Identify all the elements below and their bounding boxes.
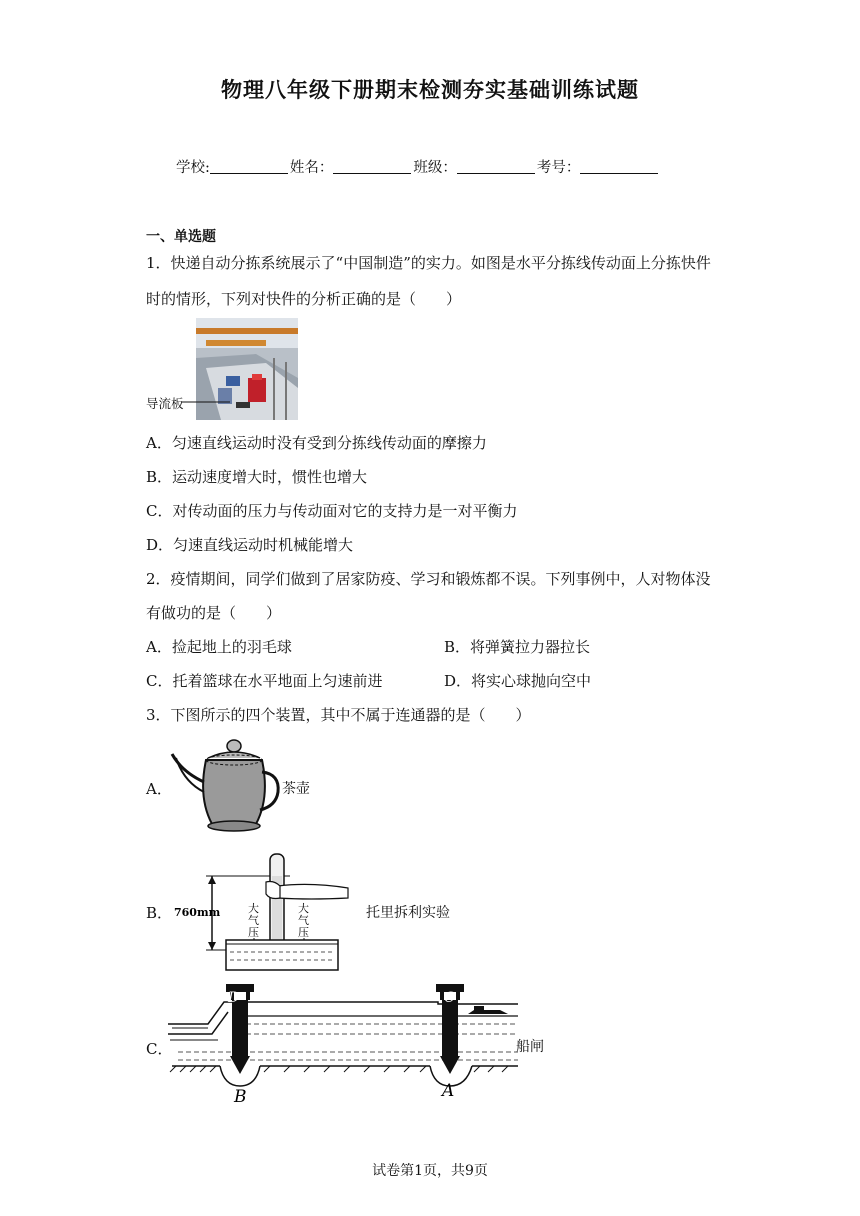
q1-line-2: 时的情形，下列对快件的分析正确的是（ ） <box>146 290 462 308</box>
q2-line-1: 2．疫情期间，同学们做到了居家防疫、学习和锻炼都不误。下列事例中，人对物体没 <box>146 570 711 588</box>
exam-number-blank[interactable] <box>580 159 658 174</box>
guide-plate-label: 导流板 <box>146 396 184 411</box>
pressure-label-right-2: 气 <box>298 914 309 927</box>
name-blank[interactable] <box>333 159 411 174</box>
torricelli-caption: 托里拆利实验 <box>366 905 450 921</box>
teapot-figure <box>168 738 286 834</box>
pressure-label-right-3: 压 <box>298 926 309 939</box>
school-label: 学校: <box>176 160 210 176</box>
q2-option-c[interactable]: C．托着篮球在水平地面上匀速前进 <box>146 672 383 690</box>
q2-line-2: 有做功的是（ ） <box>146 604 282 622</box>
class-blank[interactable] <box>457 159 535 174</box>
q3-option-b[interactable]: B． <box>146 904 173 922</box>
gate-d-label: D <box>228 990 240 1006</box>
exam-number-label: 考号： <box>536 160 581 176</box>
torricelli-figure <box>170 852 354 976</box>
section-heading: 一、单选题 <box>146 229 216 245</box>
mercury-height-label: 760mm <box>174 906 221 919</box>
guide-plate-pointer <box>182 400 232 404</box>
q3-option-c[interactable]: C． <box>146 1040 173 1058</box>
q1-option-c[interactable]: C．对传动面的压力与传动面对它的支持力是一对平衡力 <box>146 502 518 520</box>
pressure-label-left-2: 气 <box>248 914 259 927</box>
q1-option-d[interactable]: D．匀速直线运动时机械能增大 <box>146 536 354 554</box>
sorting-line-photo <box>196 318 298 420</box>
q3-option-a[interactable]: A． <box>146 780 172 798</box>
name-label: 姓名： <box>289 160 334 176</box>
page-footer: 试卷第1页，共9页 <box>372 1163 488 1179</box>
page-title: 物理八年级下册期末检测夯实基础训练试题 <box>221 77 639 102</box>
teapot-caption: 茶壶 <box>282 781 310 797</box>
q2-option-b[interactable]: B．将弹簧拉力器拉长 <box>444 638 591 656</box>
pressure-label-right-1: 大 <box>298 902 309 915</box>
q1-option-a[interactable]: A．匀速直线运动时没有受到分拣线传动面的摩擦力 <box>146 434 487 452</box>
valve-b-label: B <box>234 1087 247 1104</box>
class-label: 班级： <box>413 160 457 176</box>
q1-line-1: 1．快递自动分拣系统展示了“中国制造”的实力。如图是水平分拣线传动面上分拣快件 <box>146 254 711 272</box>
q2-option-a[interactable]: A．捡起地上的羽毛球 <box>146 638 292 656</box>
ship-lock-caption: 船闸 <box>516 1039 544 1055</box>
ship-lock-figure <box>168 982 520 1104</box>
valve-a-label: A <box>442 1081 455 1101</box>
school-blank[interactable] <box>210 159 288 174</box>
pressure-label-left-3: 压 <box>248 926 259 939</box>
student-info-line <box>176 156 660 177</box>
q2-option-d[interactable]: D．将实心球抛向空中 <box>444 672 592 690</box>
gate-c-label: C <box>444 990 455 1006</box>
q3-line-1: 3．下图所示的四个装置，其中不属于连通器的是（ ） <box>146 706 531 724</box>
q1-option-b[interactable]: B．运动速度增大时，惯性也增大 <box>146 468 368 486</box>
pressure-label-left-1: 大 <box>248 902 259 915</box>
